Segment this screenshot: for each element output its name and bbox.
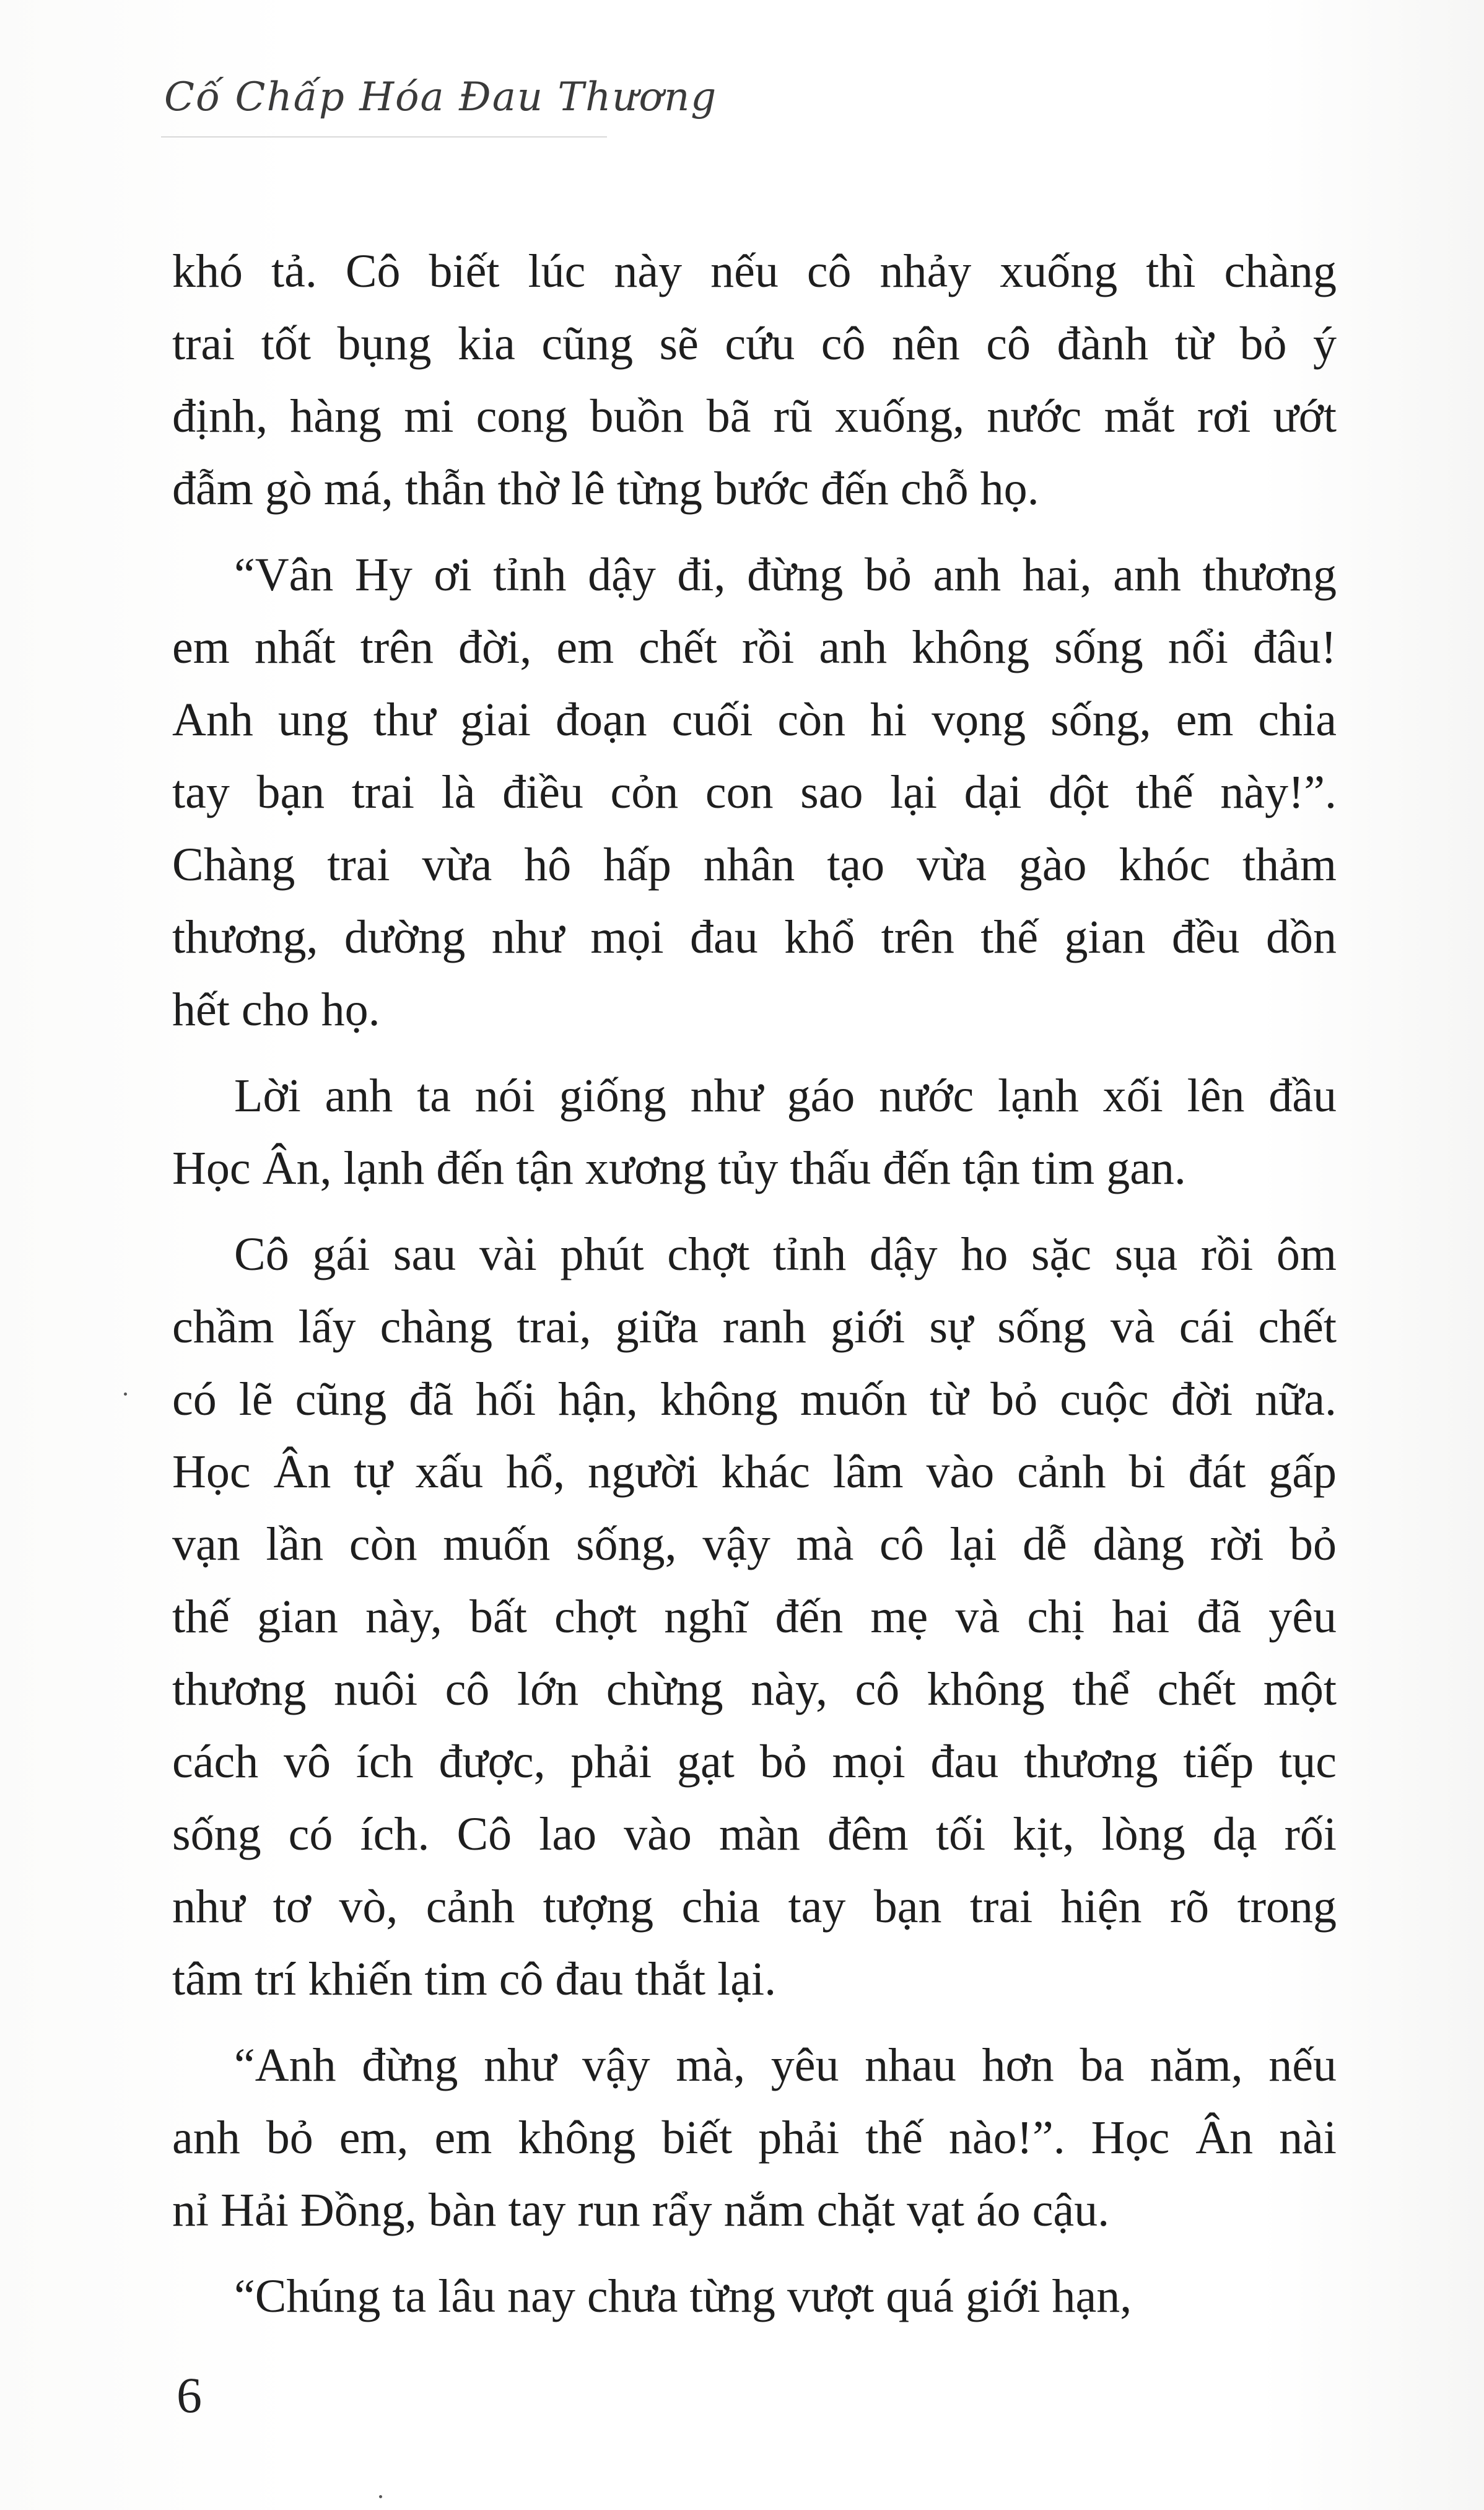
text-line: “Chúng ta lâu nay chưa từng vượt quá giới hạn, — [234, 2270, 1132, 2322]
text-line: em nhất trên đời, em chết rồi anh không sống nổi đâu! — [172, 621, 1337, 673]
text-line: khó tả. Cô biết lúc này nếu cô nhảy xuống thì chàng — [172, 245, 1337, 297]
text-line: trai tốt bụng kia cũng sẽ cứu cô nên cô đành từ bỏ ý — [172, 318, 1337, 370]
text-line: sống có ích. Cô lao vào màn đêm tối kịt, lòng dạ rối — [172, 1808, 1337, 1860]
text-line: vạn lần còn muốn sống, vậy mà cô lại dễ dàng rời bỏ — [172, 1518, 1337, 1570]
text-line: Học Ân tự xấu hổ, người khác lâm vào cảnh bi đát gấp — [172, 1446, 1337, 1498]
text-line: tay bạn trai là điều cỏn con sao lại dại dột thế này!”. — [172, 766, 1337, 818]
text-line: Lời anh ta nói giống như gáo nước lạnh xối lên đầu — [234, 1070, 1337, 1122]
text-line: anh bỏ em, em không biết phải thế nào!”. Học Ân nài — [172, 2112, 1337, 2164]
paragraph — [172, 2260, 1337, 2333]
text-line: Chàng trai vừa hô hấp nhân tạo vừa gào khóc thảm — [172, 839, 1337, 891]
text-line: cách vô ích được, phải gạt bỏ mọi đau thương tiếp tục — [172, 1736, 1337, 1788]
text-line: Anh ung thư giai đoạn cuối còn hi vọng sống, em chia — [172, 694, 1337, 746]
paragraph — [172, 1060, 1337, 1205]
text-line: Học Ân, lạnh đến tận xương tủy thấu đến tận tim gan. — [172, 1142, 1186, 1194]
text-line: tâm trí khiến tim cô đau thắt lại. — [172, 1953, 777, 2005]
body-text — [172, 235, 1337, 2346]
text-line: đẫm gò má, thẫn thờ lê từng bước đến chỗ họ. — [172, 463, 1039, 515]
text-line: như tơ vò, cảnh tượng chia tay bạn trai hiện rõ trong — [172, 1881, 1337, 1933]
dust-speck — [379, 2495, 382, 2498]
paragraph — [172, 1218, 1337, 2016]
paragraph — [172, 235, 1337, 525]
text-line: thương, dường như mọi đau khổ trên thế gian đều dồn — [172, 911, 1337, 963]
text-line: thế gian này, bất chợt nghĩ đến mẹ và chị hai đã yêu — [172, 1591, 1337, 1643]
header-rule — [161, 136, 607, 138]
paragraph — [172, 539, 1337, 1046]
text-line: chầm lấy chàng trai, giữa ranh giới sự sống và cái chết — [172, 1301, 1337, 1353]
text-line: nỉ Hải Đồng, bàn tay run rẩy nắm chặt vạt áo cậu. — [172, 2184, 1110, 2236]
dust-speck — [124, 1393, 127, 1396]
text-line: “Vân Hy ơi tỉnh dậy đi, đừng bỏ anh hai, anh thương — [234, 549, 1337, 601]
text-line: hết cho họ. — [172, 984, 380, 1036]
paragraph — [172, 2029, 1337, 2247]
text-line: thương nuôi cô lớn chừng này, cô không thể chết một — [172, 1663, 1337, 1715]
text-line: định, hàng mi cong buồn bã rũ xuống, nước mắt rơi ướt — [172, 390, 1337, 442]
running-header: Cố Chấp Hóa Đau Thương — [164, 74, 718, 120]
text-line: có lẽ cũng đã hối hận, không muốn từ bỏ cuộc đời nữa. — [172, 1373, 1337, 1425]
page-number: 6 — [177, 2367, 202, 2423]
text-line: “Anh đừng như vậy mà, yêu nhau hơn ba năm, nếu — [234, 2039, 1337, 2091]
text-line: Cô gái sau vài phút chợt tỉnh dậy ho sặc sụa rồi ôm — [234, 1228, 1337, 1280]
